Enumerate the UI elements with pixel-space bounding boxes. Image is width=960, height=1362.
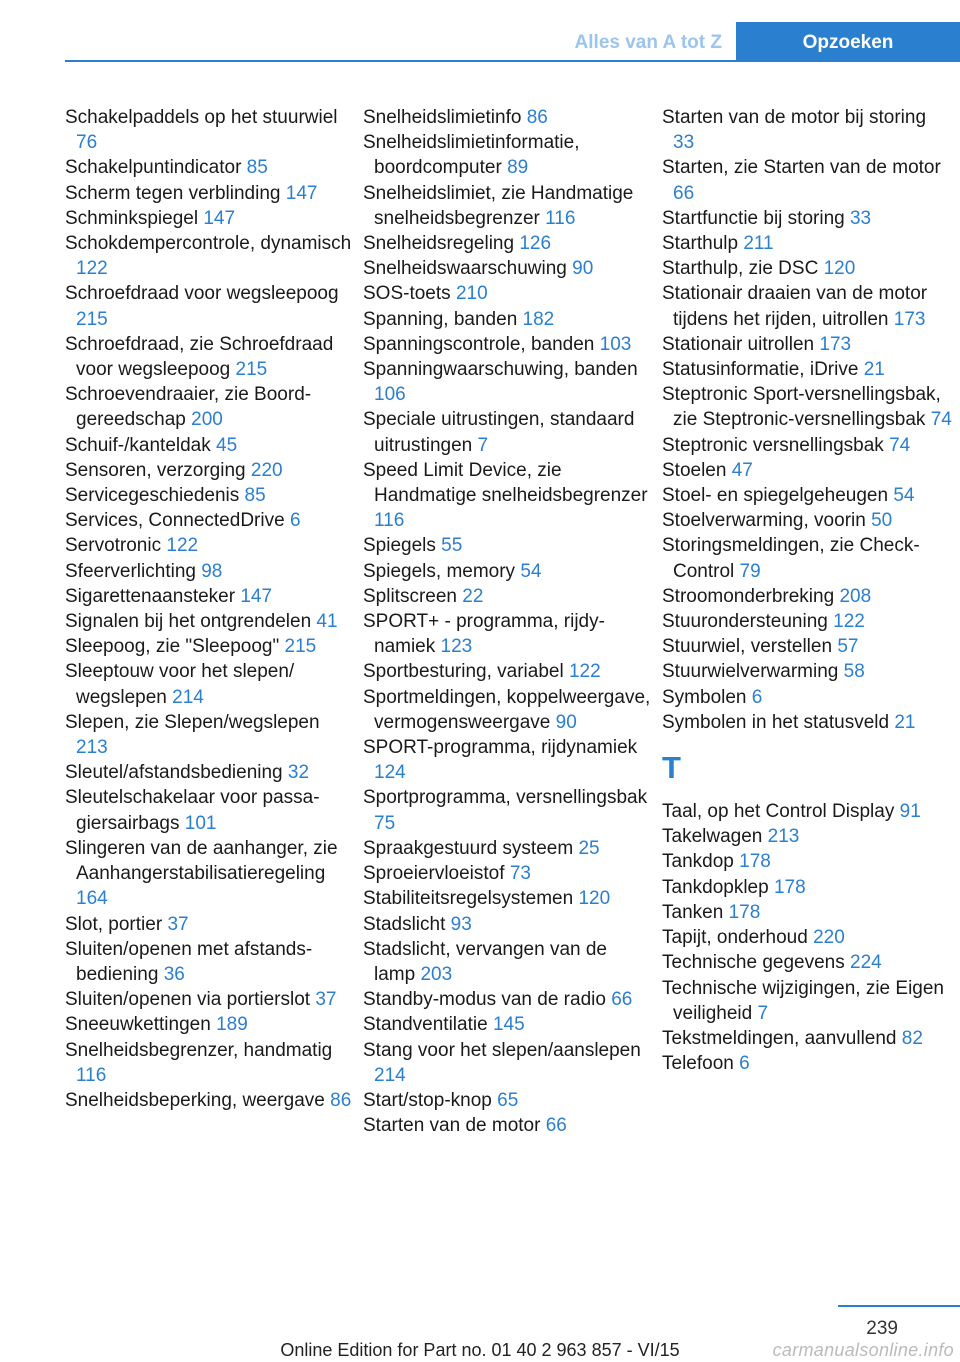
page-reference-link[interactable]: 122 xyxy=(568,661,601,683)
index-entry-text: Steptronic versnellingsbak xyxy=(662,434,884,456)
index-entry xyxy=(662,357,952,382)
page-reference-link[interactable]: 98 xyxy=(201,560,223,582)
page-reference-link[interactable]: 41 xyxy=(316,611,338,633)
page-reference-link[interactable]: 25 xyxy=(578,837,600,859)
index-entry xyxy=(65,1088,355,1113)
index-entry-text: Slot, portier xyxy=(65,913,163,935)
index-entry xyxy=(65,508,355,533)
index-entry-text: Sensoren, verzorging xyxy=(65,459,246,481)
index-entry-text: Standventilatie xyxy=(363,1014,488,1036)
index-entry xyxy=(363,659,653,684)
page-reference-link[interactable]: 147 xyxy=(203,207,236,229)
page-reference-link[interactable]: 208 xyxy=(839,585,872,607)
index-entry-text: Slepen, zie Slepen/wegslepen xyxy=(65,711,320,733)
index-entry-text: Stoel- en spiegelgeheugen xyxy=(662,485,889,507)
page-reference-link[interactable]: 37 xyxy=(315,989,337,1011)
page-reference-link[interactable]: 120 xyxy=(578,888,611,910)
index-entry-text: Stadslicht, vervangen van de lamp xyxy=(363,938,607,985)
index-entry xyxy=(65,785,355,835)
index-entry xyxy=(662,634,952,659)
index-entry xyxy=(363,685,653,735)
index-column-3 xyxy=(662,105,952,1076)
page-reference-link[interactable]: 37 xyxy=(167,913,189,935)
index-entry-text: Schroevendraaier, zie Boordgereedschap xyxy=(65,384,312,431)
index-entry-text: Sleepoog, zie "Sleepoog" xyxy=(65,636,280,658)
index-entry xyxy=(363,886,653,911)
index-entry-text: Sigarettenaansteker xyxy=(65,585,236,607)
index-entry-text: Services, ConnectedDrive xyxy=(65,510,285,532)
page-reference-link[interactable]: 124 xyxy=(374,762,406,784)
index-entry xyxy=(363,1113,653,1138)
index-entry xyxy=(65,912,355,937)
index-entry xyxy=(65,836,355,912)
index-entry-text: Stuurwielverwarming xyxy=(662,661,839,683)
index-entry xyxy=(662,382,952,432)
index-entry xyxy=(363,584,653,609)
index-entry xyxy=(363,533,653,558)
index-entry-text: Symbolen xyxy=(662,686,747,708)
page-reference-link[interactable]: 220 xyxy=(813,927,845,949)
index-entry-text: Tankdop xyxy=(662,851,734,873)
index-entry-text: Telefoon xyxy=(662,1053,734,1075)
index-entry xyxy=(363,1012,653,1037)
index-entry-text: Standby-modus van de radio xyxy=(363,989,606,1011)
index-entry-text: Schokdempercontrole, dynamisch xyxy=(65,233,352,255)
footer-edition: Online Edition for Part no. 01 40 2 963 857 - VI/15 xyxy=(280,1340,680,1360)
index-entry-text: Starten van de motor bij storing xyxy=(662,107,927,128)
index-entry-text: Stoelverwarming, voorin xyxy=(662,510,866,532)
index-entry xyxy=(65,533,355,558)
header-tab[interactable]: Opzoeken xyxy=(736,22,960,62)
index-entry xyxy=(662,900,952,925)
page-reference-link[interactable]: 66 xyxy=(673,182,695,204)
page-reference-link[interactable]: 123 xyxy=(440,636,473,658)
index-entry xyxy=(65,659,355,709)
index-entry xyxy=(65,281,355,331)
page-reference-link[interactable]: 210 xyxy=(455,283,488,305)
page-reference-link[interactable]: 178 xyxy=(739,851,771,873)
index-entry-text: Startfunctie bij storing xyxy=(662,207,845,229)
page-reference-link[interactable]: 85 xyxy=(246,157,268,179)
index-entry-text: Servotronic xyxy=(65,535,162,557)
page-reference-link[interactable]: 45 xyxy=(216,434,238,456)
index-column-2 xyxy=(363,105,653,1138)
index-entry xyxy=(65,1038,355,1088)
page-reference-link[interactable]: 214 xyxy=(172,686,204,708)
page-reference-link[interactable]: 32 xyxy=(287,762,310,784)
page-reference-link[interactable]: 147 xyxy=(240,585,273,607)
page-reference-link[interactable]: 79 xyxy=(739,560,761,582)
index-entry-text: Stuurwiel, verstellen xyxy=(662,636,833,658)
page-reference-link[interactable]: 57 xyxy=(837,636,859,658)
index-entry xyxy=(363,332,653,357)
index-entry xyxy=(662,105,952,155)
index-entry-text: Storingsmeldingen, zie Check-Control xyxy=(662,535,920,582)
index-entry-text: Steptronic Sport-versnellingsbak, zie Steptronic-versnellingsbak xyxy=(662,384,941,431)
index-entry xyxy=(363,912,653,937)
index-entry xyxy=(65,458,355,483)
index-entry xyxy=(65,634,355,659)
index-entry xyxy=(662,875,952,900)
page-reference-link[interactable]: 182 xyxy=(522,308,555,330)
index-entry-text: Stoelen xyxy=(662,459,727,481)
index-entry xyxy=(65,105,355,155)
index-entry xyxy=(363,609,653,659)
page-number: 239 xyxy=(866,1318,898,1339)
page-reference-link[interactable]: 213 xyxy=(76,737,108,759)
page-reference-link[interactable]: 224 xyxy=(850,952,882,974)
page-reference-link[interactable]: 85 xyxy=(244,485,266,507)
index-entry xyxy=(662,584,952,609)
index-entry xyxy=(363,735,653,785)
index-entry xyxy=(65,559,355,584)
page-reference-link[interactable]: 215 xyxy=(284,636,317,658)
index-entry xyxy=(65,332,355,382)
index-entry-text: Sportmeldingen, koppelweergave, vermogensweergave xyxy=(363,686,651,733)
index-entry-text: Tapijt, onderhoud xyxy=(662,927,808,949)
index-entry xyxy=(662,508,952,533)
index-entry-text: Schroefdraad, zie Schroefdraad voor wegsleepoog xyxy=(65,333,334,381)
index-entry-text: SPORT-programma, rijdynamiek xyxy=(363,737,638,759)
page-reference-link[interactable]: 122 xyxy=(166,535,199,557)
index-entry xyxy=(363,1088,653,1113)
index-entry-text: Slingeren van de aanhanger, zie Aanhangerstabilisatieregeling xyxy=(65,837,338,885)
page-reference-link[interactable]: 189 xyxy=(216,1014,248,1036)
page-reference-link[interactable]: 6 xyxy=(289,510,301,532)
page-reference-link[interactable]: 126 xyxy=(519,233,552,255)
page-reference-link[interactable]: 55 xyxy=(441,535,463,557)
page-reference-link[interactable]: 116 xyxy=(545,207,576,229)
index-entry-text: Snelheidsregeling xyxy=(363,233,515,255)
index-entry-text: Starten van de motor xyxy=(363,1115,541,1137)
page-reference-link[interactable]: 145 xyxy=(492,1014,525,1036)
index-entry-text: Spraakgestuurd systeem xyxy=(363,837,574,859)
index-entry xyxy=(363,181,653,231)
index-entry xyxy=(662,824,952,849)
page-reference-link[interactable]: 54 xyxy=(893,485,915,507)
index-entry xyxy=(662,659,952,684)
index-entry xyxy=(363,836,653,861)
index-entry xyxy=(662,799,952,824)
index-entry-text: Spiegels xyxy=(363,535,436,557)
index-entry-text: Tekstmeldingen, aanvullend xyxy=(662,1027,897,1049)
index-entry xyxy=(662,533,952,583)
page-reference-link[interactable]: 54 xyxy=(520,560,542,582)
page-reference-link[interactable]: 90 xyxy=(555,711,577,733)
index-entry xyxy=(65,206,355,231)
index-entry xyxy=(662,609,952,634)
index-entry-text: Sleutel/afstandsbediening xyxy=(65,762,283,784)
index-entry xyxy=(363,861,653,886)
index-entry xyxy=(65,710,355,760)
page-reference-link[interactable]: 58 xyxy=(843,661,865,683)
page-reference-link[interactable]: 66 xyxy=(611,989,633,1011)
page-reference-link[interactable]: 65 xyxy=(497,1089,519,1111)
index-entry-text: Sluiten/openen met afstandsbediening xyxy=(65,938,313,985)
index-entry-text: Sproeiervloeistof xyxy=(363,863,505,885)
page-reference-link[interactable]: 75 xyxy=(374,812,396,834)
index-entry xyxy=(65,382,355,432)
page-reference-link[interactable]: 147 xyxy=(285,182,318,204)
index-entry xyxy=(363,407,653,457)
page-reference-link[interactable]: 106 xyxy=(374,384,406,406)
page-reference-link[interactable]: 82 xyxy=(901,1027,923,1049)
index-entry xyxy=(65,584,355,609)
index-entry xyxy=(662,155,952,205)
index-entry-text: Sportbesturing, variabel xyxy=(363,661,564,683)
page-reference-link[interactable]: 89 xyxy=(507,157,529,179)
page-reference-link[interactable]: 66 xyxy=(545,1115,567,1137)
page-reference-link[interactable]: 120 xyxy=(823,258,856,280)
index-entry xyxy=(662,231,952,256)
index-entry-text: Stuurondersteuning xyxy=(662,611,828,633)
page-reference-link[interactable]: 91 xyxy=(899,801,921,823)
page-reference-link[interactable]: 50 xyxy=(871,510,893,532)
page-reference-link[interactable]: 21 xyxy=(863,359,885,381)
index-entry xyxy=(65,1012,355,1037)
index-entry-text: Stadslicht xyxy=(363,913,446,935)
index-entry xyxy=(363,785,653,835)
index-entry xyxy=(65,987,355,1012)
page-reference-link[interactable]: 7 xyxy=(477,434,489,456)
watermark: carmanualsonline.info xyxy=(772,1340,954,1360)
section-letter: T xyxy=(662,750,681,786)
index-entry-text: SOS-toets xyxy=(363,283,451,305)
page-reference-link[interactable]: 93 xyxy=(450,913,472,935)
index-entry-text: Spanningscontrole, banden xyxy=(363,333,595,355)
index-entry-text: Sportprogramma, versnellingsbak xyxy=(363,787,648,809)
page-reference-link[interactable]: 178 xyxy=(773,876,806,898)
index-entry xyxy=(662,710,952,735)
index-entry-text: Sluiten/openen via portierslot xyxy=(65,989,311,1011)
page-reference-link[interactable]: 21 xyxy=(894,711,916,733)
page-reference-link[interactable]: 73 xyxy=(509,863,531,885)
page-reference-link[interactable]: 116 xyxy=(76,1064,107,1086)
index-entry-text: Schakelpaddels op het stuurwiel xyxy=(65,107,338,128)
index-entry xyxy=(65,155,355,180)
page-reference-link[interactable]: 33 xyxy=(673,132,695,154)
page-reference-link[interactable]: 76 xyxy=(76,132,98,154)
index-entry-text: Statusinformatie, iDrive xyxy=(662,359,859,381)
index-entry-text: Schroefdraad voor wegsleepoog xyxy=(65,283,339,305)
index-entry-text: Starthulp, zie DSC xyxy=(662,258,819,280)
index-entry-text: Snelheidswaarschuwing xyxy=(363,258,567,280)
index-entry xyxy=(363,1038,653,1088)
header-section-title: Alles van A tot Z xyxy=(574,32,722,53)
index-entry xyxy=(65,937,355,987)
index-entry xyxy=(662,1026,952,1051)
index-entry xyxy=(65,483,355,508)
page-reference-link[interactable]: 220 xyxy=(250,459,283,481)
index-entry-text: Spanningwaarschuwing, banden xyxy=(363,359,638,381)
index-entry xyxy=(363,307,653,332)
index-entry xyxy=(363,256,653,281)
index-entry xyxy=(65,181,355,206)
index-entry-text: Start/stop-knop xyxy=(363,1089,492,1111)
index-entry xyxy=(662,483,952,508)
index-entry xyxy=(662,925,952,950)
index-entry-text: Starten, zie Starten van de motor xyxy=(662,157,941,179)
index-entry xyxy=(363,105,653,130)
index-entry xyxy=(363,281,653,306)
index-entry-text: Sneeuwkettingen xyxy=(65,1014,211,1036)
index-entry-text: Signalen bij het ontgrendelen xyxy=(65,611,312,633)
index-entry xyxy=(662,1051,952,1076)
page-reference-link[interactable]: 173 xyxy=(893,308,926,330)
index-entry xyxy=(363,357,653,407)
index-entry-text: Speed Limit Device, zie Handmatige snelheidsbegrenzer xyxy=(363,459,648,507)
page-reference-link[interactable]: 86 xyxy=(526,107,548,128)
page-reference-link[interactable]: 90 xyxy=(572,258,594,280)
page-reference-link[interactable]: 200 xyxy=(191,409,223,431)
index-entry xyxy=(662,849,952,874)
index-entry-text: Stationair draaien van de motor tijdens het rijden, uitrollen xyxy=(662,283,928,330)
index-entry-text: Spiegels, memory xyxy=(363,560,516,582)
index-entry-text: Stationair uitrollen xyxy=(662,333,815,355)
header-rule xyxy=(65,60,960,62)
page-reference-link[interactable]: 215 xyxy=(76,308,108,330)
page-reference-link[interactable]: 33 xyxy=(849,207,872,229)
index-entry-text: Sfeerverlichting xyxy=(65,560,196,582)
index-entry-text: Servicegeschiedenis xyxy=(65,485,240,507)
page-reference-link[interactable]: 211 xyxy=(743,233,774,255)
index-entry-text: Snelheidsbeperking, weergave xyxy=(65,1089,325,1111)
index-entry-text: Symbolen in het statusveld xyxy=(662,711,890,733)
index-entry-text: Taal, op het Control Display xyxy=(662,801,895,823)
page-reference-link[interactable]: 86 xyxy=(330,1089,352,1111)
index-entry-text: Schakelpuntindicator xyxy=(65,157,242,179)
index-entry-text: Schuif-/kanteldak xyxy=(65,434,211,456)
index-entry-text: Takelwagen xyxy=(662,826,763,848)
page-header xyxy=(65,0,960,62)
page-reference-link[interactable]: 122 xyxy=(76,258,108,280)
index-entry-text: Speciale uitrustingen, standaard uitrustingen xyxy=(363,409,635,456)
page-reference-link[interactable]: 178 xyxy=(728,901,761,923)
page-reference-link[interactable]: 74 xyxy=(930,409,952,431)
index-entry xyxy=(662,206,952,231)
index-entry xyxy=(65,609,355,634)
page-reference-link[interactable]: 6 xyxy=(739,1053,750,1075)
index-entry-text: Schminkspiegel xyxy=(65,207,199,229)
index-entry xyxy=(662,256,952,281)
page-reference-link[interactable]: 213 xyxy=(767,826,800,848)
index-entry-text: Stroomonderbreking xyxy=(662,585,835,607)
index-entry-text: Sleutelschakelaar voor passagiersairbags xyxy=(65,787,320,834)
page-reference-link[interactable]: 203 xyxy=(420,963,453,985)
page-reference-link[interactable]: 164 xyxy=(76,888,108,910)
page-reference-link[interactable]: 47 xyxy=(731,459,753,481)
index-entry xyxy=(363,231,653,256)
index-entry xyxy=(662,950,952,975)
index-entry xyxy=(363,987,653,1012)
index-entry xyxy=(662,332,952,357)
page-reference-link[interactable]: 116 xyxy=(374,510,405,532)
page-reference-link[interactable]: 101 xyxy=(184,812,217,834)
index-entry-text: Tanken xyxy=(662,901,724,923)
index-entry-text: Stang voor het slepen/aanslepen xyxy=(363,1039,641,1061)
index-entry xyxy=(662,458,952,483)
index-entry-text: SPORT+ - programma, rijdynamiek xyxy=(363,611,605,658)
page-reference-link[interactable]: 22 xyxy=(462,585,484,607)
index-entry-text: Technische wijzigingen, zie Eigen veiligheid xyxy=(662,977,944,1024)
index-entry xyxy=(65,231,355,281)
index-entry-text: Starthulp xyxy=(662,233,739,255)
page-reference-link[interactable]: 122 xyxy=(833,611,865,633)
index-entry xyxy=(65,433,355,458)
index-entry-text: Snelheidslimiet, zie Handmatige snelheidsbegrenzer xyxy=(363,182,634,229)
index-entry-text: Stabiliteitsregelsystemen xyxy=(363,888,574,910)
index-entry-text: Tankdopklep xyxy=(662,876,769,898)
index-entry xyxy=(363,937,653,987)
index-entry xyxy=(363,458,653,534)
index-entry xyxy=(662,433,952,458)
index-entry-text: Technische gegevens xyxy=(662,952,845,974)
page-reference-link[interactable]: 74 xyxy=(889,434,911,456)
page-reference-link[interactable]: 7 xyxy=(757,1002,769,1024)
page-reference-link[interactable]: 6 xyxy=(751,686,763,708)
page-reference-link[interactable]: 36 xyxy=(163,963,185,985)
index-entry-text: Snelheidslimietinfo xyxy=(363,107,522,128)
index-entry-text: Splitscreen xyxy=(363,585,457,607)
index-entry-text: Sleeptouw voor het slepen/ wegslepen xyxy=(65,661,295,708)
index-entry xyxy=(363,130,653,180)
page-reference-link[interactable]: 215 xyxy=(235,359,268,381)
index-entry xyxy=(662,281,952,331)
page-reference-link[interactable]: 173 xyxy=(819,333,852,355)
page-reference-link[interactable]: 214 xyxy=(374,1064,406,1086)
index-column-1 xyxy=(65,105,355,1113)
index-entry-text: Spanning, banden xyxy=(363,308,518,330)
page-reference-link[interactable]: 103 xyxy=(599,333,632,355)
index-entry-text: Snelheidsbegrenzer, handmatig xyxy=(65,1039,333,1061)
footer-rule xyxy=(838,1305,960,1307)
index-entry xyxy=(65,760,355,785)
index-entry xyxy=(662,685,952,710)
index-entry-text: Scherm tegen verblinding xyxy=(65,182,281,204)
index-entry xyxy=(662,976,952,1026)
index-entry-text: Snelheidslimietinformatie, boordcomputer xyxy=(363,132,580,179)
index-entry xyxy=(363,559,653,584)
